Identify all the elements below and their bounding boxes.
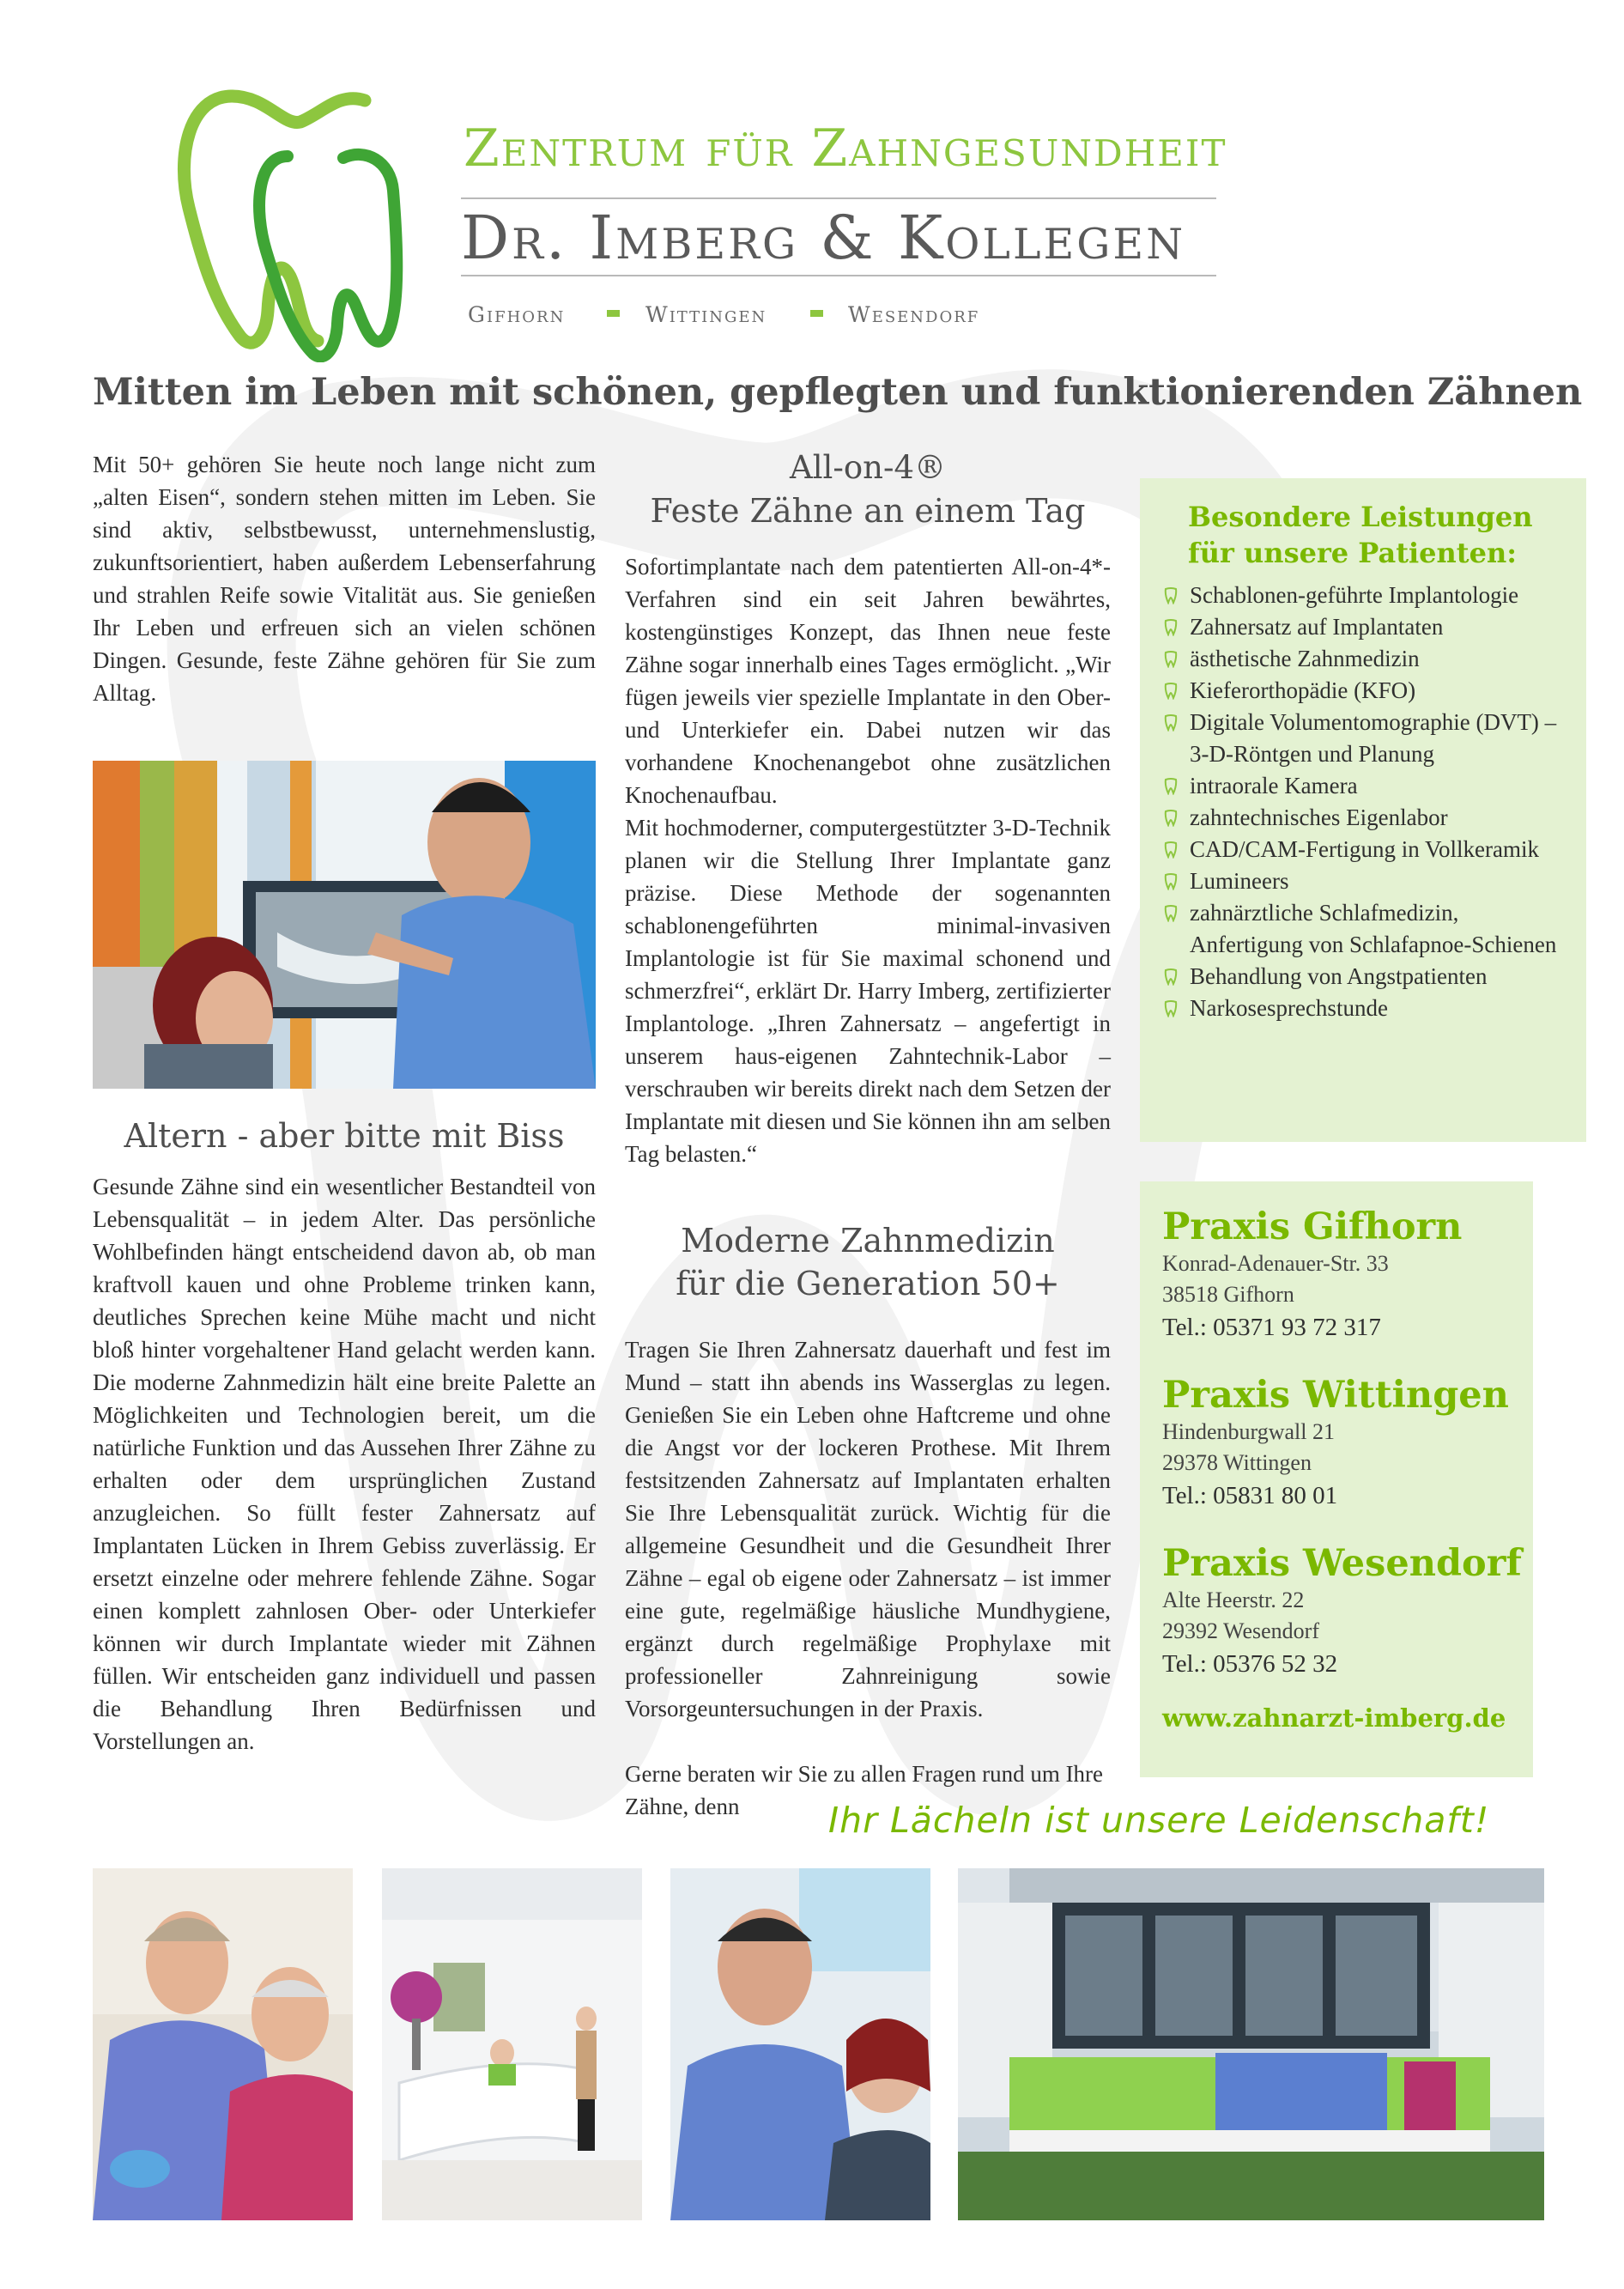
tooth-bullet-icon (1164, 873, 1178, 890)
service-item: Digitale Volumentomographie (DVT) – 3-D-Röntgen und Planung (1162, 707, 1564, 770)
practices-box (1140, 1181, 1533, 1777)
tooth-bullet-icon (1164, 1000, 1178, 1017)
service-item: ästhetische Zahnmedizin (1162, 643, 1564, 675)
service-item: zahntechnisches Eigenlabor (1162, 802, 1564, 834)
allon4-paragraph-1: Sofortimplantate nach dem patentierten All-on-4*-Verfahren sind ein seit Jahren bewährtes, kostengünstiges Konzept, das Ihnen neue feste Zähne sogar innerhalb eines Tages ermöglicht. „Wir fügen jeweils vier spezielle Implantate in den Ober- und Unterkiefer ein. Dabei nutzen wir das vorhandene Knochenangebot ohne zusätzlichen Knochenaufbau. (625, 554, 1111, 808)
website-link[interactable]: www.zahnarzt-imberg.de (1162, 1703, 1506, 1733)
practice-wesendorf (1162, 1542, 1522, 1681)
location-wesendorf: Wesendorf (848, 302, 980, 327)
allon4-paragraph-2: Mit hochmoderner, computergestützter 3-D-Technik planen wir die Stellung Ihrer Implantate ganz präzise. Diese Methode der sogenannten schablonengeführten minimal-invasiven Implantologie ist für Sie maximal schonend und schmerzfrei“, erklärt Dr. Harry Imberg, zertifizierter Implantologe. „Ihren Zahnersatz – angefertigt in unserem haus-eigenen Zahntechnik-Labor – verschrauben wir bereits direkt nach dem Setzen der Implantate mit diesen und Sie können ihn am selben Tag belasten.“ (625, 815, 1112, 1167)
tooth-bullet-icon (1164, 683, 1178, 700)
practice-phone[interactable]: Tel.: 05371 93 72 317 (1162, 1314, 1381, 1341)
photo-reception (382, 1868, 642, 2220)
photo-patient-consultation (93, 1868, 353, 2220)
page-headline: Mitten im Leben mit schönen, gepflegten und funktionierenden Zähnen (93, 371, 1583, 414)
tooth-bullet-icon (1164, 968, 1178, 986)
services-title-line2: für unsere Patienten: (1188, 537, 1518, 569)
service-item: zahnärztliche Schlafmedizin, Anfertigung von Schlafapnoe-Schienen (1162, 897, 1564, 961)
tooth-bullet-icon (1164, 841, 1178, 859)
tooth-bullet-icon (1164, 619, 1178, 636)
practice-name: Praxis Gifhorn (1162, 1205, 1463, 1248)
practice-street: Alte Heerstr. 22 (1162, 1588, 1305, 1612)
practice-street: Hindenburgwall 21 (1162, 1419, 1335, 1444)
location-gifhorn: Gifhorn (468, 302, 566, 327)
service-item: Narkosesprechstunde (1162, 993, 1564, 1024)
practice-gifhorn (1162, 1205, 1511, 1345)
photo-dentist-patient (670, 1868, 930, 2220)
practice-city: 38518 Gifhorn (1162, 1282, 1294, 1307)
service-item: intraorale Kamera (1162, 770, 1564, 802)
modern-heading (625, 1219, 1111, 1305)
practice-street: Konrad-Adenauer-Str. 33 (1162, 1251, 1389, 1276)
altern-text: Gesunde Zähne sind ein wesentlicher Bestandteil von Lebensqualität – in jedem Alter. Das persönliche Wohlbefinden hängt entscheidend davon ab, ob man kraftvoll kauen und ohne Probleme trinken kann, deutliches Sprechen keine Mühe macht und nicht bloß hinter vorgehaltener Hand gelacht werden kann. Die moderne Zahnmedizin hält eine breite Palette an Möglichkeiten und Technologien bereit, um die natürliche Funktion und das Aussehen Ihrer Zähne zu erhalten oder dem ursprünglichen Zustand anzugleichen. So füllt fester Zahnersatz auf Implantaten Lücken in Ihrem Gebiss zuverlässig. Er ersetzt einzelne oder mehrere fehlende Zähne. Sogar einen komplett zahnlosen Ober- oder Unterkiefer können wir durch Implantate wieder mit Zähnen füllen. Wir entscheiden ganz individuell und passen die Behandlung Ihren Bedürfnissen und Vorstellungen an. (93, 1174, 596, 1754)
intro-text: Mit 50+ gehören Sie heute noch lange nicht zum „alten Eisen“, sondern stehen mitten im Leben. Sie sind aktiv, selbstbewusst, unternehmenslustig, zukunftsorientiert, haben außerdem Lebenserfahrung und strahlen Reife sowie Vitalität aus. Sie genießen Ihr Leben und erfreuen sich an vielen schönen Dingen. Gesunde, feste Zähne gehören für Sie zum Alltag. (93, 452, 596, 706)
practice-name: Praxis Wittingen (1162, 1374, 1509, 1417)
allon4-heading-line1: All-on-4® (789, 449, 947, 486)
modern-heading-line2: für die Generation 50+ (676, 1265, 1060, 1302)
practice-wittingen (1162, 1374, 1511, 1513)
practice-city: 29392 Wesendorf (1162, 1618, 1320, 1643)
header-divider (461, 197, 1216, 199)
slogan: Ihr Lächeln ist unsere Leidenschaft! (828, 1800, 1490, 1841)
tooth-bullet-icon (1164, 714, 1178, 732)
allon4-heading-line2: Feste Zähne an einem Tag (650, 492, 1086, 530)
service-item: Kieferorthopädie (KFO) (1162, 675, 1564, 707)
practice-title: Dr. Imberg & Kollegen (461, 203, 1186, 273)
tooth-logo (172, 79, 403, 362)
photo-dentist-xray (93, 761, 596, 1089)
location-separator (810, 310, 823, 317)
tooth-bullet-icon (1164, 810, 1178, 827)
service-item: Schablonen-geführte Implantologie (1162, 580, 1564, 611)
tooth-bullet-icon (1164, 651, 1178, 668)
service-item: Zahnersatz auf Implantaten (1162, 611, 1564, 643)
service-item: Lumineers (1162, 865, 1564, 897)
services-list (1162, 580, 1564, 1024)
services-box (1140, 478, 1586, 1142)
modern-paragraph-1: Tragen Sie Ihren Zahnersatz dauerhaft und fest im Mund – statt ihn abends ins Wasserglas zu legen. Genießen Sie ein Leben ohne Haftcreme und ohne die Angst vor der lockeren Prothese. Mit Ihrem festsitzenden Zahnersatz auf Implantaten erhalten Sie Ihre Lebensqualität zurück. Wichtig für die allgemeine Gesundheit und die Gesundheit Ihrer Zähne – egal ob eigene oder Zahnersatz – ist immer eine gute, regelmäßige häusliche Mundhygiene, ergänzt durch regelmäßige Prophylaxe mit professioneller Zahnreinigung sowie Vorsorgeuntersuchungen in der Praxis. (625, 1337, 1111, 1721)
practice-phone[interactable]: Tel.: 05831 80 01 (1162, 1482, 1338, 1509)
practice-phone[interactable]: Tel.: 05376 52 32 (1162, 1650, 1338, 1678)
altern-heading: Altern - aber bitte mit Biss (124, 1117, 565, 1155)
tooth-bullet-icon (1164, 778, 1178, 795)
location-wittingen: Wittingen (645, 302, 767, 327)
tooth-bullet-icon (1164, 905, 1178, 922)
practice-city: 29378 Wittingen (1162, 1450, 1312, 1475)
center-title: Zentrum für Zahngesundheit (464, 118, 1227, 179)
location-separator (607, 310, 620, 317)
service-item: Behandlung von Angstpatienten (1162, 961, 1564, 993)
photo-team-building (958, 1868, 1544, 2220)
header-divider (461, 275, 1216, 276)
allon4-heading (625, 446, 1111, 532)
practice-name: Praxis Wesendorf (1162, 1542, 1522, 1585)
services-title-line1: Besondere Leistungen (1188, 501, 1533, 533)
modern-heading-line1: Moderne Zahnmedizin (681, 1222, 1055, 1260)
tooth-bullet-icon (1164, 587, 1178, 604)
service-item: CAD/CAM-Fertigung in Vollkeramik (1162, 834, 1564, 865)
modern-paragraph-2: Gerne beraten wir Sie zu allen Fragen rund um Ihre Zähne, denn (625, 1761, 1104, 1819)
